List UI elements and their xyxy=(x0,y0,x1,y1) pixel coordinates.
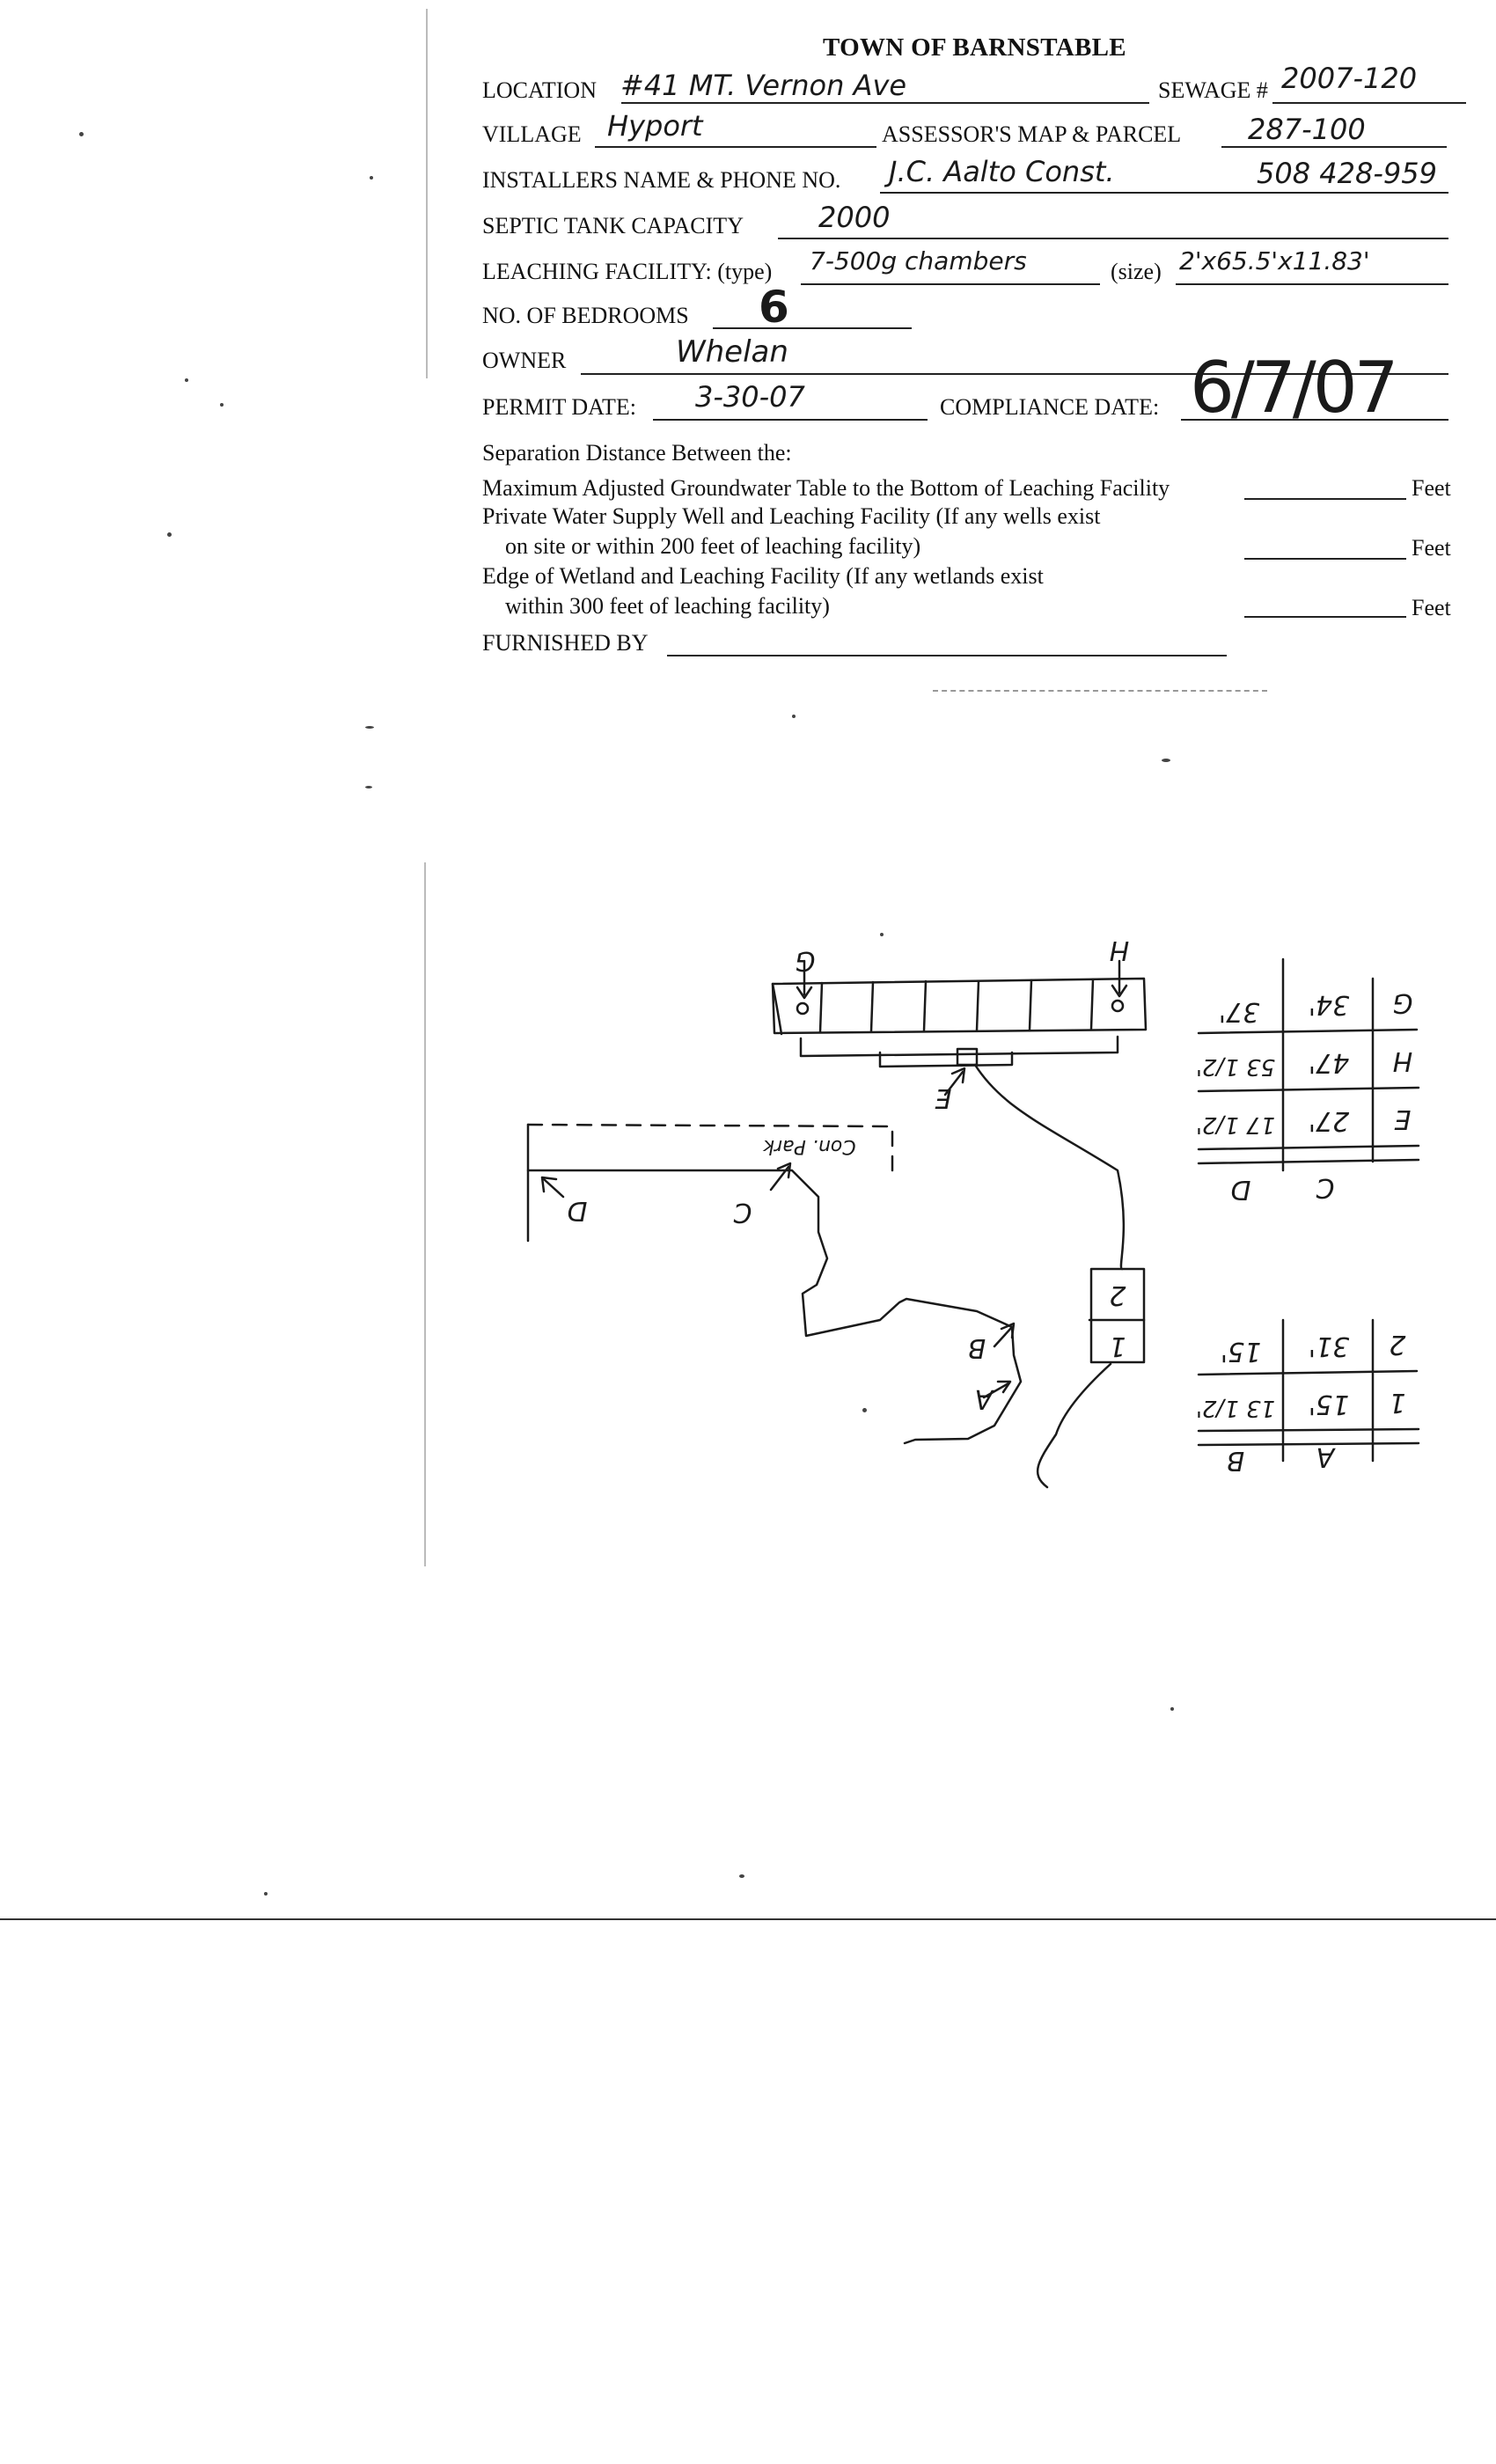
table-cell: H xyxy=(1392,1045,1413,1076)
table-col-header: B xyxy=(1226,1445,1245,1476)
separation-wetland-unit: Feet xyxy=(1412,595,1451,620)
table-cell: G xyxy=(1392,987,1413,1018)
sketch-label-d: D xyxy=(567,1195,588,1226)
table-cell: 27' xyxy=(1308,1105,1350,1136)
septic-tank-label: SEPTIC TANK CAPACITY xyxy=(482,213,744,238)
sketch-label-a: A xyxy=(974,1383,994,1414)
table-cell: 1 xyxy=(1389,1387,1406,1418)
form-title: TOWN OF BARNSTABLE xyxy=(823,33,1126,62)
house-outline xyxy=(528,1125,1021,1443)
table-cell: 15' xyxy=(1308,1389,1350,1419)
table-cell: 47' xyxy=(1308,1047,1350,1078)
table-cell: 31' xyxy=(1308,1331,1350,1361)
location-label: LOCATION xyxy=(482,77,597,103)
table-cell: 17 1/2' xyxy=(1195,1111,1276,1138)
assessor-value: 287-100 xyxy=(1248,113,1366,146)
table-cell: 13 1/2' xyxy=(1195,1395,1276,1421)
leaching-type-label: LEACHING FACILITY: (type) xyxy=(482,259,773,284)
table-top-values xyxy=(1196,987,1413,1205)
sketch-label-tank-2: 2 xyxy=(1109,1280,1126,1310)
separation-well-unit: Feet xyxy=(1412,535,1451,561)
owner-label: OWNER xyxy=(482,348,567,373)
permit-date-value: 3-30-07 xyxy=(695,380,805,414)
leaching-size-value: 2'x65.5'x11.83' xyxy=(1179,246,1370,275)
installer-label: INSTALLERS NAME & PHONE NO. xyxy=(482,167,841,193)
table-col-header: C xyxy=(1316,1172,1335,1203)
table-cell: 34' xyxy=(1308,989,1350,1020)
separation-wetland-label: Edge of Wetland and Leaching Facility (If any wetlands exist xyxy=(482,563,1044,589)
bedrooms-label: NO. OF BEDROOMS xyxy=(482,303,689,328)
location-value: #41 MT. Vernon Ave xyxy=(620,69,907,102)
sewage-label: SEWAGE # xyxy=(1158,77,1268,103)
table-col-header: A xyxy=(1316,1441,1335,1472)
sketch-label-e: E xyxy=(935,1082,952,1113)
table-cell: 2 xyxy=(1389,1329,1406,1360)
furnished-by-label: FURNISHED BY xyxy=(482,630,649,656)
separation-heading: Separation Distance Between the: xyxy=(482,440,792,466)
sewage-value: 2007-120 xyxy=(1281,62,1418,95)
reference-arrows xyxy=(542,961,1126,1397)
table-cell: 53 1/2' xyxy=(1195,1053,1276,1080)
owner-value: Whelan xyxy=(676,334,788,370)
scan-page-edge xyxy=(0,1918,1496,1920)
separation-wetland-label-cont: within 300 feet of leaching facility) xyxy=(505,593,830,619)
installer-value: J.C. Aalto Const. xyxy=(889,155,1115,188)
separation-groundwater-unit: Feet xyxy=(1412,475,1451,501)
table-cell: 37' xyxy=(1218,996,1260,1027)
sketch-label-tank-1: 1 xyxy=(1109,1331,1126,1361)
table-cell: E xyxy=(1394,1104,1412,1134)
separation-groundwater-label: Maximum Adjusted Groundwater Table to the Bottom of Leaching Facility xyxy=(482,475,1170,501)
table-cell: 15' xyxy=(1220,1336,1262,1367)
permit-date-label: PERMIT DATE: xyxy=(482,394,637,420)
table-bottom-values xyxy=(1196,1329,1406,1476)
installer-phone: 508 428-959 xyxy=(1257,157,1437,190)
leaching-type-value: 7-500g chambers xyxy=(810,246,1027,275)
bedrooms-value: 6 xyxy=(759,282,789,333)
leaching-size-label: (size) xyxy=(1111,259,1162,284)
village-label: VILLAGE xyxy=(482,121,582,147)
leaching-chambers xyxy=(773,979,1146,1067)
compliance-date-value: 6/7/07 xyxy=(1190,347,1396,429)
sketch-label-c: C xyxy=(733,1197,752,1228)
village-value: Hyport xyxy=(607,109,703,143)
separation-well-label-cont: on site or within 200 feet of leaching facility) xyxy=(505,533,921,559)
sketch-label-conc-park: Con. Park xyxy=(763,1135,856,1157)
compliance-date-label: COMPLIANCE DATE: xyxy=(940,394,1160,420)
table-col-header: D xyxy=(1230,1174,1251,1205)
sketch-label-b: B xyxy=(967,1332,986,1363)
assessor-label: ASSESSOR'S MAP & PARCEL xyxy=(882,121,1182,147)
sewer-line xyxy=(975,1065,1124,1269)
sketch-label-g: G xyxy=(795,945,816,976)
building-sewer xyxy=(1038,1364,1111,1487)
separation-well-label: Private Water Supply Well and Leaching Facility (If any wells exist xyxy=(482,503,1101,529)
septic-tank-value: 2000 xyxy=(818,201,891,234)
sketch-label-h: H xyxy=(1109,935,1130,965)
